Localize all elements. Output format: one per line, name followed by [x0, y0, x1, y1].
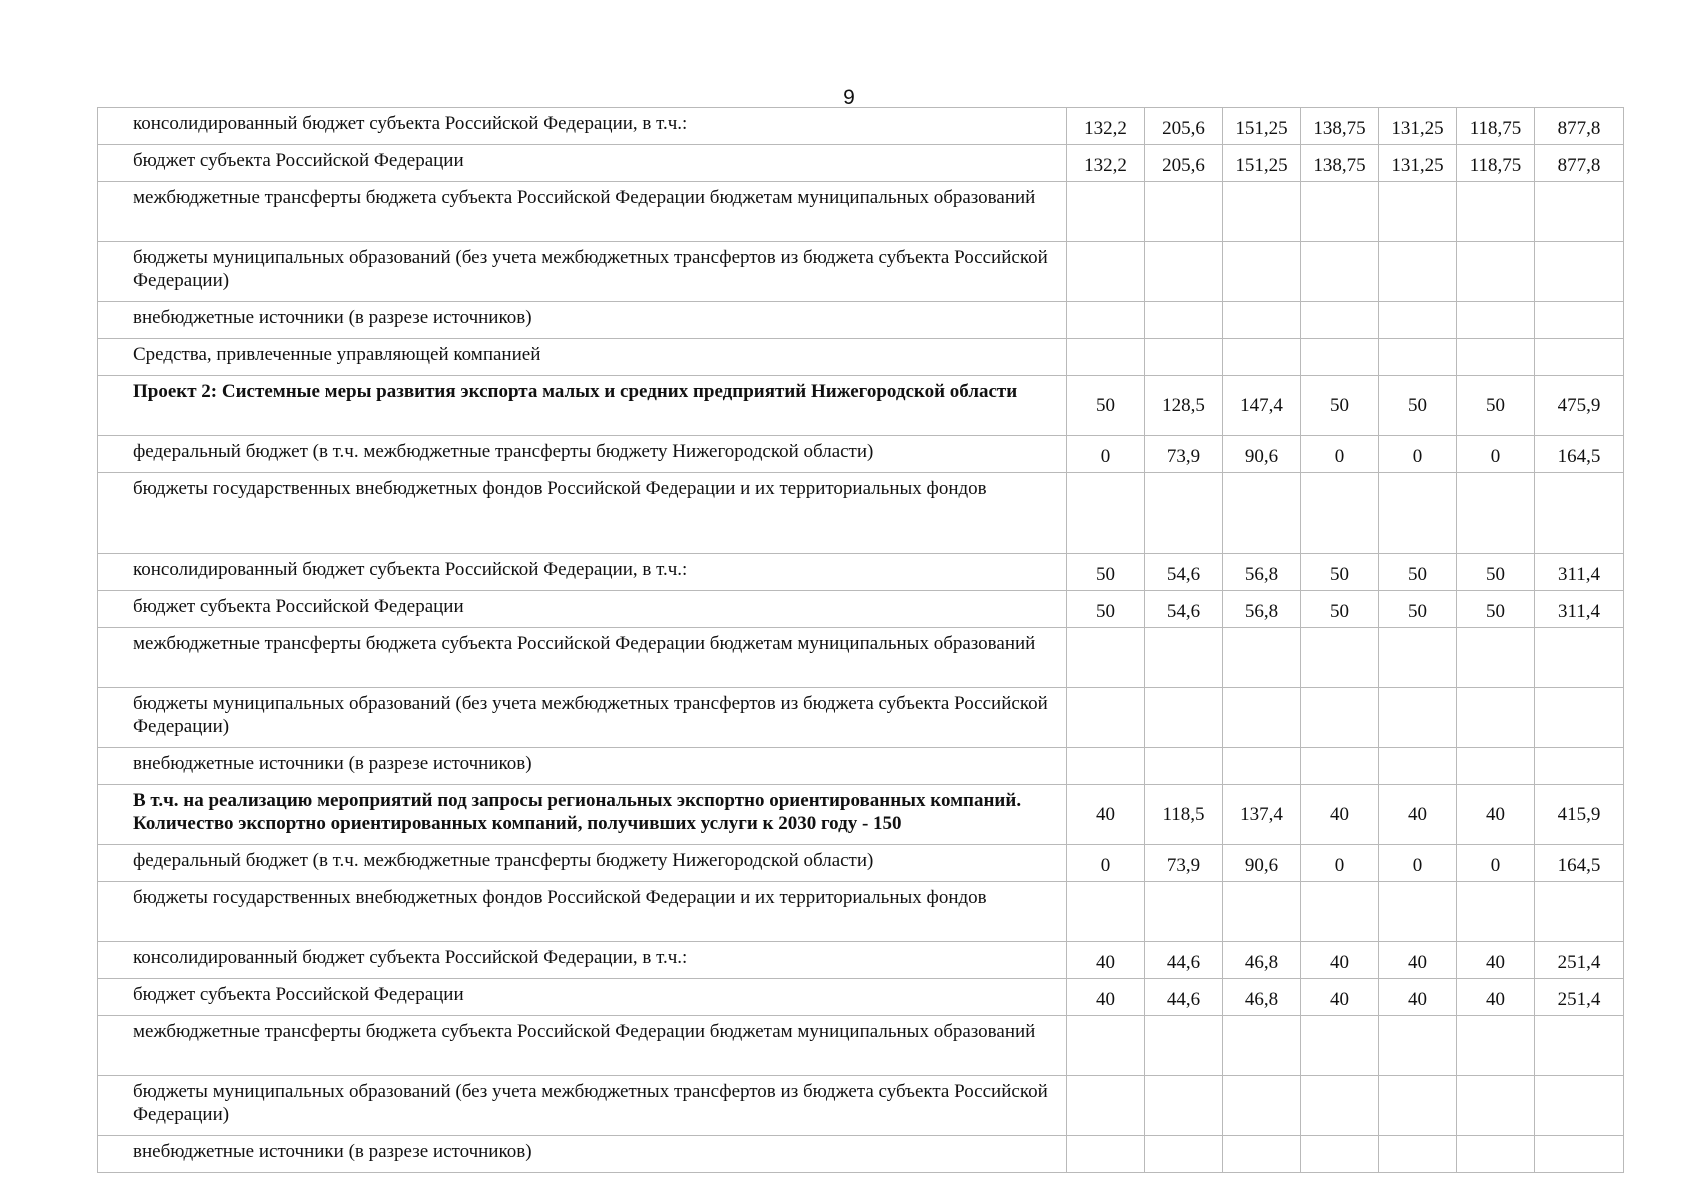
row-value: 415,9: [1535, 785, 1624, 845]
row-value: 44,6: [1145, 942, 1223, 979]
row-value: 50: [1457, 591, 1535, 628]
row-value: [1379, 182, 1457, 242]
table-row: [98, 845, 1624, 882]
row-value: [1145, 302, 1223, 339]
row-value: [1145, 1076, 1223, 1136]
table-row: [98, 339, 1624, 376]
row-value: [1535, 473, 1624, 554]
row-value: [1223, 688, 1301, 748]
row-value: [1301, 688, 1379, 748]
row-value: [1301, 182, 1379, 242]
row-value: 205,6: [1145, 108, 1223, 145]
row-value: [1379, 473, 1457, 554]
row-value: [1145, 182, 1223, 242]
row-value: 138,75: [1301, 145, 1379, 182]
row-value: [1301, 242, 1379, 302]
row-label: бюджеты государственных внебюджетных фондов Российской Федерации и их территориальных фондов: [98, 473, 1067, 554]
row-value: [1223, 182, 1301, 242]
row-value: 0: [1379, 845, 1457, 882]
row-value: 50: [1067, 554, 1145, 591]
row-value: 0: [1457, 845, 1535, 882]
row-value: [1145, 748, 1223, 785]
row-value: 311,4: [1535, 554, 1624, 591]
table-row: [98, 1016, 1624, 1076]
row-value: 73,9: [1145, 436, 1223, 473]
row-value: [1145, 242, 1223, 302]
row-value: 40: [1457, 942, 1535, 979]
row-value: 40: [1457, 979, 1535, 1016]
row-value: [1223, 242, 1301, 302]
table-row: [98, 1076, 1624, 1136]
row-value: 147,4: [1223, 376, 1301, 436]
row-label: бюджеты муниципальных образований (без учета межбюджетных трансфертов из бюджета субъекта Российской Федерации): [98, 688, 1067, 748]
row-value: [1379, 1016, 1457, 1076]
table-row: [98, 145, 1624, 182]
row-value: 50: [1379, 554, 1457, 591]
row-value: [1535, 302, 1624, 339]
row-value: 164,5: [1535, 436, 1624, 473]
row-value: [1223, 302, 1301, 339]
row-label: федеральный бюджет (в т.ч. межбюджетные трансферты бюджету Нижегородской области): [98, 436, 1067, 473]
row-value: [1301, 1076, 1379, 1136]
row-value: [1457, 748, 1535, 785]
row-value: 0: [1067, 436, 1145, 473]
table-row: [98, 554, 1624, 591]
row-value: [1379, 748, 1457, 785]
row-value: [1223, 748, 1301, 785]
row-value: 50: [1379, 591, 1457, 628]
row-value: 877,8: [1535, 145, 1624, 182]
row-value: [1379, 302, 1457, 339]
table-row: [98, 436, 1624, 473]
row-value: [1067, 1076, 1145, 1136]
row-value: 40: [1457, 785, 1535, 845]
row-value: 90,6: [1223, 845, 1301, 882]
row-value: 40: [1067, 979, 1145, 1016]
row-value: [1535, 1076, 1624, 1136]
table-row: [98, 242, 1624, 302]
budget-table: [97, 107, 1624, 1173]
row-value: [1301, 628, 1379, 688]
row-value: [1223, 1016, 1301, 1076]
row-value: [1457, 473, 1535, 554]
table-row: [98, 182, 1624, 242]
table-row: [98, 302, 1624, 339]
row-value: [1535, 1136, 1624, 1173]
row-value: 90,6: [1223, 436, 1301, 473]
row-value: [1223, 1076, 1301, 1136]
row-value: 205,6: [1145, 145, 1223, 182]
row-value: 877,8: [1535, 108, 1624, 145]
row-value: [1067, 242, 1145, 302]
row-label: Проект 2: Системные меры развития экспорта малых и средних предприятий Нижегородской области: [98, 376, 1067, 436]
row-value: 137,4: [1223, 785, 1301, 845]
row-value: 132,2: [1067, 108, 1145, 145]
row-value: [1067, 473, 1145, 554]
row-value: 56,8: [1223, 554, 1301, 591]
row-value: 50: [1457, 554, 1535, 591]
row-label: межбюджетные трансферты бюджета субъекта Российской Федерации бюджетам муниципальных образований: [98, 1016, 1067, 1076]
row-value: [1223, 882, 1301, 942]
row-label: консолидированный бюджет субъекта Российской Федерации, в т.ч.:: [98, 942, 1067, 979]
table-row: [98, 785, 1624, 845]
row-value: 40: [1379, 979, 1457, 1016]
row-value: [1145, 1016, 1223, 1076]
row-value: 0: [1301, 845, 1379, 882]
row-value: 46,8: [1223, 979, 1301, 1016]
row-value: [1067, 302, 1145, 339]
row-value: 138,75: [1301, 108, 1379, 145]
row-value: 50: [1067, 591, 1145, 628]
row-value: 50: [1457, 376, 1535, 436]
row-value: [1067, 1136, 1145, 1173]
row-value: [1535, 242, 1624, 302]
row-value: 40: [1067, 942, 1145, 979]
row-value: [1223, 473, 1301, 554]
row-value: [1301, 1136, 1379, 1173]
row-value: 118,75: [1457, 145, 1535, 182]
table-row: [98, 688, 1624, 748]
row-value: [1457, 242, 1535, 302]
row-value: 118,5: [1145, 785, 1223, 845]
row-label: бюджет субъекта Российской Федерации: [98, 591, 1067, 628]
row-value: [1535, 182, 1624, 242]
page-number: 9: [843, 86, 855, 109]
table-row: [98, 108, 1624, 145]
row-value: [1067, 882, 1145, 942]
row-label: консолидированный бюджет субъекта Российской Федерации, в т.ч.:: [98, 108, 1067, 145]
row-value: [1067, 182, 1145, 242]
row-value: [1457, 628, 1535, 688]
row-label: В т.ч. на реализацию мероприятий под запросы региональных экспортно ориентированных компаний. Количество экспортно ориентированных компаний, получивших услуги к 2030 году - 150: [98, 785, 1067, 845]
row-value: [1145, 688, 1223, 748]
row-label: бюджет субъекта Российской Федерации: [98, 145, 1067, 182]
row-value: 50: [1301, 554, 1379, 591]
row-value: [1457, 1016, 1535, 1076]
row-value: [1301, 882, 1379, 942]
row-label: бюджеты муниципальных образований (без учета межбюджетных трансфертов из бюджета субъекта Российской Федерации): [98, 242, 1067, 302]
row-value: 0: [1301, 436, 1379, 473]
row-value: [1379, 339, 1457, 376]
row-value: 40: [1301, 979, 1379, 1016]
row-value: 0: [1457, 436, 1535, 473]
row-value: 40: [1379, 942, 1457, 979]
row-value: 40: [1379, 785, 1457, 845]
row-value: [1457, 882, 1535, 942]
row-label: внебюджетные источники (в разрезе источников): [98, 302, 1067, 339]
row-value: [1457, 1076, 1535, 1136]
table-row: [98, 628, 1624, 688]
row-value: [1457, 339, 1535, 376]
row-value: [1145, 473, 1223, 554]
row-value: [1067, 1016, 1145, 1076]
row-value: 50: [1379, 376, 1457, 436]
row-value: 118,75: [1457, 108, 1535, 145]
row-value: 132,2: [1067, 145, 1145, 182]
table-row: [98, 748, 1624, 785]
row-value: 0: [1067, 845, 1145, 882]
row-value: 164,5: [1535, 845, 1624, 882]
row-value: [1535, 882, 1624, 942]
row-value: 50: [1067, 376, 1145, 436]
row-value: [1067, 628, 1145, 688]
row-value: [1535, 339, 1624, 376]
row-value: [1535, 688, 1624, 748]
row-value: 131,25: [1379, 108, 1457, 145]
table-row: [98, 1136, 1624, 1173]
row-value: [1301, 1016, 1379, 1076]
row-value: [1379, 628, 1457, 688]
table-row: [98, 473, 1624, 554]
table-row: [98, 942, 1624, 979]
row-value: 40: [1067, 785, 1145, 845]
row-value: 40: [1301, 942, 1379, 979]
row-value: 56,8: [1223, 591, 1301, 628]
row-value: 151,25: [1223, 145, 1301, 182]
row-value: 0: [1379, 436, 1457, 473]
row-value: [1145, 628, 1223, 688]
row-label: бюджеты муниципальных образований (без учета межбюджетных трансфертов из бюджета субъекта Российской Федерации): [98, 1076, 1067, 1136]
row-value: 50: [1301, 591, 1379, 628]
row-value: 151,25: [1223, 108, 1301, 145]
row-value: [1379, 1136, 1457, 1173]
row-value: [1457, 688, 1535, 748]
row-label: федеральный бюджет (в т.ч. межбюджетные трансферты бюджету Нижегородской области): [98, 845, 1067, 882]
row-value: [1301, 473, 1379, 554]
row-label: внебюджетные источники (в разрезе источников): [98, 748, 1067, 785]
row-value: [1301, 302, 1379, 339]
row-value: [1067, 339, 1145, 376]
row-value: [1457, 182, 1535, 242]
row-label: консолидированный бюджет субъекта Российской Федерации, в т.ч.:: [98, 554, 1067, 591]
row-value: 251,4: [1535, 979, 1624, 1016]
table-row: [98, 591, 1624, 628]
row-value: 40: [1301, 785, 1379, 845]
row-value: [1223, 339, 1301, 376]
row-value: [1457, 302, 1535, 339]
row-value: 44,6: [1145, 979, 1223, 1016]
table-row: [98, 882, 1624, 942]
table-row: [98, 979, 1624, 1016]
row-value: [1145, 882, 1223, 942]
row-value: 251,4: [1535, 942, 1624, 979]
row-value: [1301, 748, 1379, 785]
row-label: межбюджетные трансферты бюджета субъекта Российской Федерации бюджетам муниципальных образований: [98, 628, 1067, 688]
row-value: [1067, 748, 1145, 785]
row-label: межбюджетные трансферты бюджета субъекта Российской Федерации бюджетам муниципальных образований: [98, 182, 1067, 242]
row-value: 46,8: [1223, 942, 1301, 979]
row-value: [1379, 688, 1457, 748]
row-label: бюджет субъекта Российской Федерации: [98, 979, 1067, 1016]
row-value: [1379, 242, 1457, 302]
row-value: 54,6: [1145, 591, 1223, 628]
row-value: 131,25: [1379, 145, 1457, 182]
row-value: 54,6: [1145, 554, 1223, 591]
row-value: 128,5: [1145, 376, 1223, 436]
row-value: [1145, 339, 1223, 376]
row-value: 73,9: [1145, 845, 1223, 882]
row-label: Средства, привлеченные управляющей компанией: [98, 339, 1067, 376]
row-value: [1223, 628, 1301, 688]
row-value: 50: [1301, 376, 1379, 436]
row-label: внебюджетные источники (в разрезе источников): [98, 1136, 1067, 1173]
row-value: [1145, 1136, 1223, 1173]
row-value: [1535, 1016, 1624, 1076]
table-row: [98, 376, 1624, 436]
row-value: [1379, 882, 1457, 942]
row-value: [1067, 688, 1145, 748]
row-value: [1301, 339, 1379, 376]
row-value: [1379, 1076, 1457, 1136]
row-value: 475,9: [1535, 376, 1624, 436]
row-value: [1535, 748, 1624, 785]
budget-table-body: [98, 108, 1624, 1173]
row-value: [1457, 1136, 1535, 1173]
row-label: бюджеты государственных внебюджетных фондов Российской Федерации и их территориальных фондов: [98, 882, 1067, 942]
row-value: [1223, 1136, 1301, 1173]
row-value: [1535, 628, 1624, 688]
row-value: 311,4: [1535, 591, 1624, 628]
